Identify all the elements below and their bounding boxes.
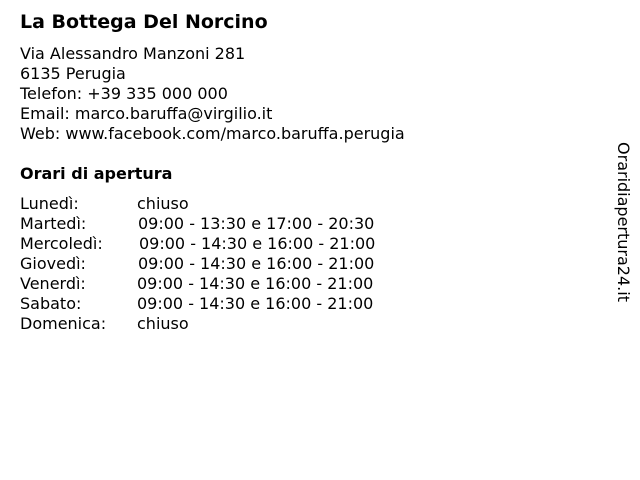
day-label: Giovedì:	[20, 254, 86, 273]
hours-row-sunday	[20, 314, 460, 334]
hours-row-friday	[20, 274, 460, 294]
day-label: Domenica:	[20, 314, 107, 333]
day-hours: 09:00 - 14:30 e 16:00 - 21:00	[137, 294, 374, 313]
day-label: Mercoledì:	[20, 234, 103, 253]
hours-row-wednesday	[20, 234, 460, 254]
opening-hours-heading: Orari di apertura	[20, 164, 173, 183]
day-hours: chiuso	[137, 194, 189, 213]
day-label: Lunedì:	[20, 194, 79, 213]
hours-row-thursday	[20, 254, 460, 274]
day-hours: 09:00 - 13:30 e 17:00 - 20:30	[138, 214, 375, 233]
day-label: Venerdì:	[20, 274, 86, 293]
day-hours: 09:00 - 14:30 e 16:00 - 21:00	[139, 234, 376, 253]
day-hours: 09:00 - 14:30 e 16:00 - 21:00	[137, 274, 374, 293]
business-name: La Bottega Del Norcino	[20, 11, 268, 33]
hours-row-monday	[20, 194, 460, 214]
address-block	[20, 44, 405, 144]
day-hours: chiuso	[137, 314, 189, 333]
site-brand-label: Oraridiapertura24.it	[614, 142, 633, 302]
hours-row-saturday	[20, 294, 460, 314]
opening-hours-table	[20, 194, 460, 334]
day-label: Martedì:	[20, 214, 87, 233]
website: Web: www.facebook.com/marco.baruffa.perugia	[20, 124, 405, 143]
street-address: Via Alessandro Manzoni 281	[20, 44, 246, 63]
email: Email: marco.baruffa@virgilio.it	[20, 104, 273, 123]
phone: Telefon: +39 335 000 000	[20, 84, 228, 103]
hours-row-tuesday	[20, 214, 460, 234]
day-hours: 09:00 - 14:30 e 16:00 - 21:00	[138, 254, 375, 273]
day-label: Sabato:	[20, 294, 82, 313]
city: 6135 Perugia	[20, 64, 126, 83]
